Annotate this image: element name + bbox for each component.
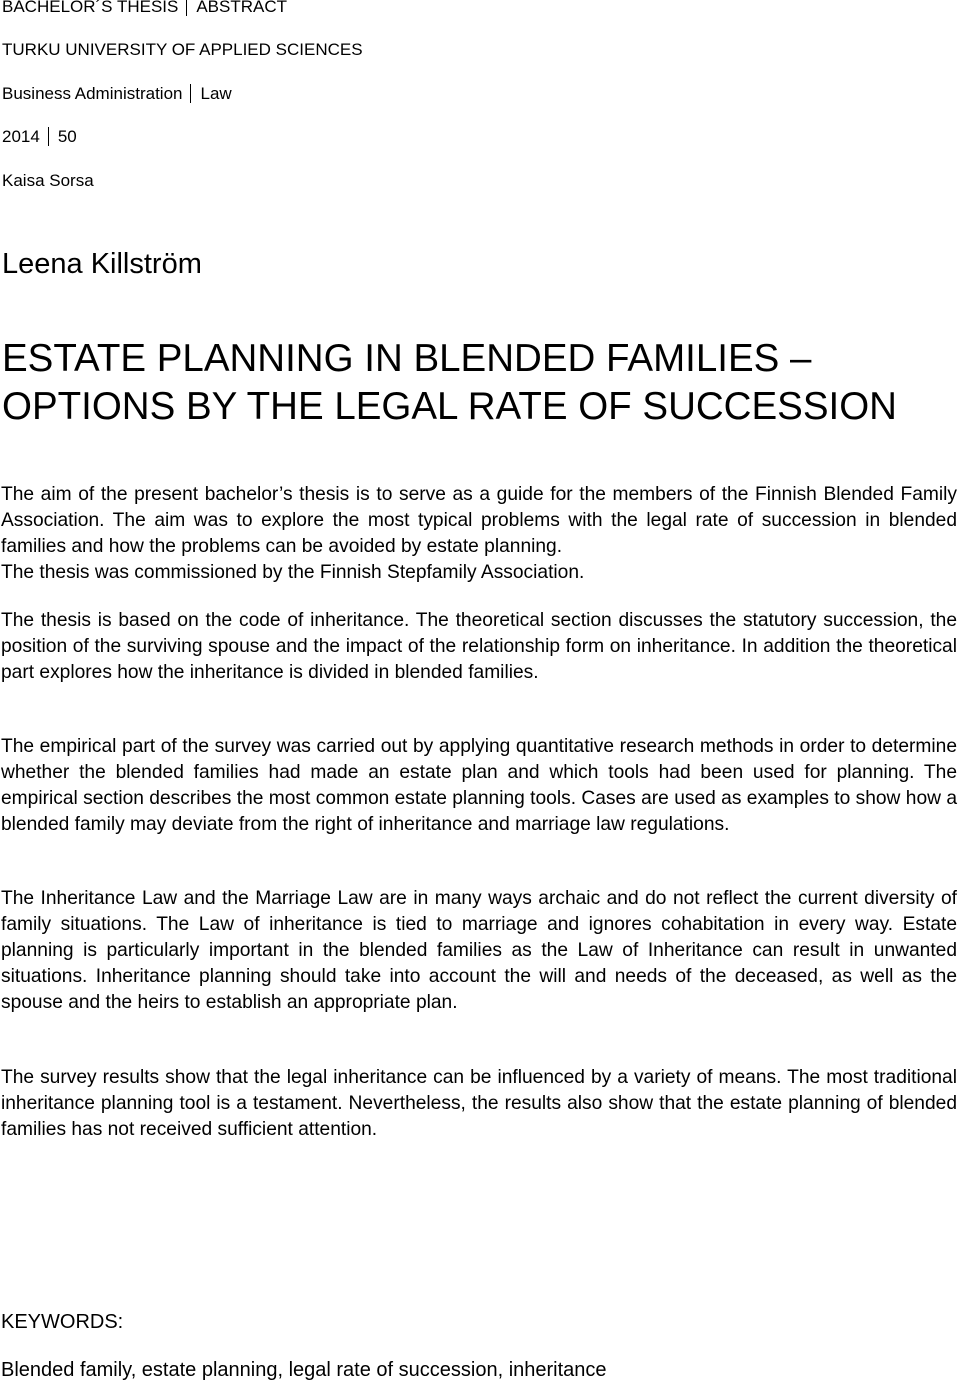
author-name: Leena Killström <box>2 248 202 280</box>
abstract-paragraph-5: The survey results show that the legal inheritance can be influenced by a variety of means. The most traditional inheritance planning tool is a testament. Nevertheless, the results also show that the estate planning of blended families has not received sufficient attention. <box>1 1067 957 1140</box>
doc-type: BACHELOR´S THESIS <box>2 0 179 16</box>
title-line-2: OPTIONS BY THE LEGAL RATE OF SUCCESSION <box>2 385 897 428</box>
abstract-paragraph-1-closing: The thesis was commissioned by the Finnish Stepfamily Association. <box>1 562 585 583</box>
page-count: 50 <box>57 127 77 146</box>
abstract-paragraph-3: The empirical part of the survey was carried out by applying quantitative research methods in order to determine whether the blended families had made an estate plan and which tools had been used for planning. The empirical section describes the most common estate planning tools. Cases are used as examples to show how a blended family may deviate from the right of inheritance and marriage law regulations. <box>1 736 957 835</box>
separator <box>190 84 191 103</box>
doc-type-line <box>2 0 287 17</box>
title-line-1: ESTATE PLANNING IN BLENDED FAMILIES – <box>2 337 812 380</box>
separator <box>186 0 187 16</box>
degree-line <box>2 84 232 104</box>
institution: TURKU UNIVERSITY OF APPLIED SCIENCES <box>2 40 363 59</box>
instructor: Kaisa Sorsa <box>2 171 94 190</box>
keywords-label: KEYWORDS: <box>1 1311 124 1333</box>
abstract-paragraph-1 <box>1 482 957 560</box>
abstract-paragraph-4: The Inheritance Law and the Marriage Law are in many ways archaic and do not reflect the current diversity of family situations. The Law of inheritance is tied to marriage and ignores cohabitation in every way. Estate planning is particularly important in the blended families as the Law of Inheritance can result in unwanted situations. Inheritance planning should take into account the will and needs of the deceased, as well as the spouse and the heirs to establish an appropriate plan. <box>1 888 957 1013</box>
separator <box>48 127 49 146</box>
abstract-paragraph-2: The thesis is based on the code of inheritance. The theoretical section discusses the statutory succession, the position of the surviving spouse and the impact of the relationship form on inheritance. In addition the theoretical part explores how the inheritance is divided in blended families. <box>1 610 957 683</box>
keywords-list: Blended family, estate planning, legal rate of succession, inheritance <box>1 1359 607 1381</box>
doc-kind: ABSTRACT <box>196 0 288 16</box>
year-pages-line <box>2 127 77 147</box>
year: 2014 <box>2 127 40 146</box>
degree: Business Administration <box>2 84 183 103</box>
thesis-title <box>2 335 960 431</box>
abstract-paragraph-1-body: The aim of the present bachelor’s thesis is to serve as a guide for the members of the Finnish Blended Family Association. The aim was to explore the most typical problems with the legal rate of succession in blended families and how the problems can be avoided by estate planning. <box>1 484 957 557</box>
field: Law <box>200 84 232 103</box>
